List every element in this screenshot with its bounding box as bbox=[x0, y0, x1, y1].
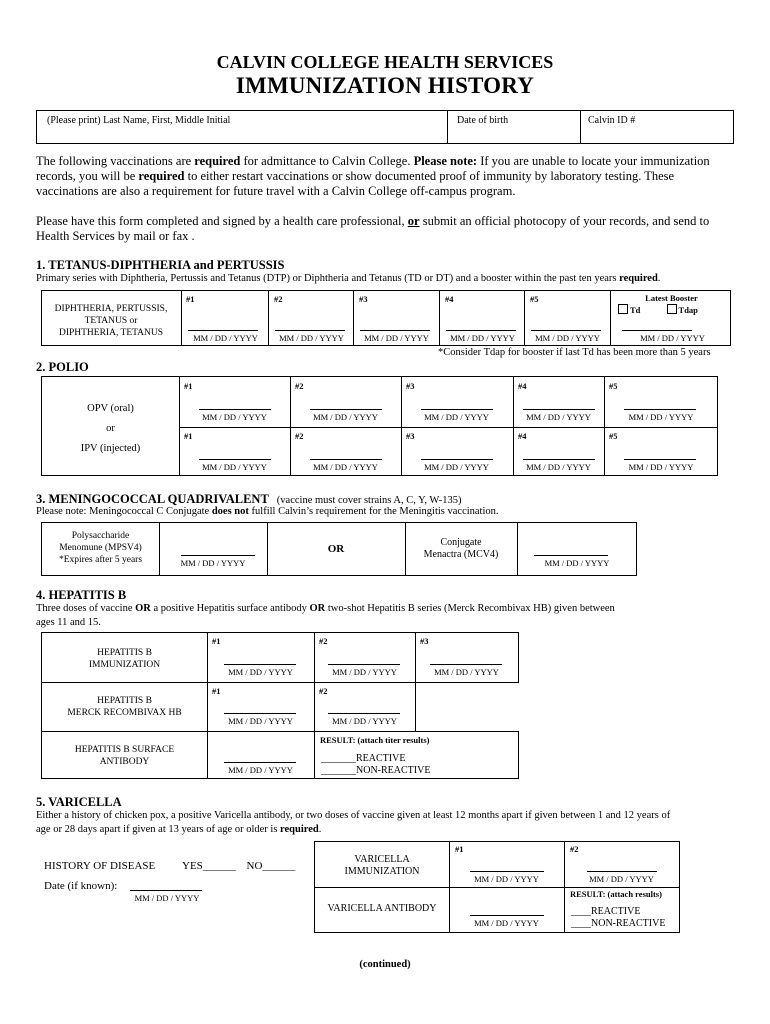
date-format-hint: MM / DD / YYYY bbox=[332, 716, 397, 726]
college-title: CALVIN COLLEGE HEALTH SERVICES bbox=[216, 52, 554, 72]
continued-label: (continued) bbox=[359, 959, 411, 970]
dose-number-label: #1 bbox=[212, 636, 221, 646]
hepb-antibody-row: HEPATITIS B SURFACE ANTIBODY MM / DD / YYYY RESULT: (attach titer results) _______REACTIVE _______NON-REACTIVE bbox=[41, 731, 519, 779]
dose-number-label: #3 bbox=[359, 294, 368, 304]
section-3-title: 3. MENINGOCOCCAL QUADRIVALENT (vaccine must cover strains A, C, Y, W-135) bbox=[36, 492, 462, 506]
dose-number-label: #3 bbox=[420, 636, 429, 646]
dob-field[interactable]: Date of birth bbox=[457, 115, 509, 126]
dose-number-label: #2 bbox=[319, 636, 328, 646]
hepb-date-3[interactable] bbox=[430, 664, 502, 665]
tdap-checkbox[interactable] bbox=[667, 304, 677, 314]
date-format-hint: MM / DD / YYYY bbox=[424, 462, 489, 472]
date-format-hint: MM / DD / YYYY bbox=[640, 333, 705, 343]
booster-date[interactable] bbox=[622, 330, 692, 331]
dose-number-label: #2 bbox=[295, 431, 304, 441]
hepb-date-2[interactable] bbox=[328, 664, 400, 665]
meningococcal-table: Polysaccharide Menomune (MPSV4) *Expires after 5 years MM / DD / YYYY OR Conjugate Menactra (MCV4) MM / DD / YYYY bbox=[41, 522, 637, 576]
dose-number-label: #2 bbox=[295, 381, 304, 391]
date-format-hint: MM / DD / YYYY bbox=[628, 462, 694, 472]
opv-date-3[interactable] bbox=[421, 409, 493, 410]
date-format-hint: MM / DD / YYYY bbox=[526, 462, 591, 472]
dose-number-label: #1 bbox=[212, 686, 221, 696]
form-title: IMMUNIZATION HISTORY bbox=[235, 73, 535, 98]
dose-number-label: #1 bbox=[455, 844, 464, 854]
varicella-antibody-date[interactable] bbox=[470, 915, 544, 916]
section-5-description: Either a history of chicken pox, a positive Varicella antibody, or two doses of vaccine given at least 12 months apart if given between 1 and 12 years of age or 28 days apart if given at 13 years of age or older is required. bbox=[36, 810, 671, 835]
opv-date-1[interactable] bbox=[199, 409, 271, 410]
section-3-note: Please note: Meningococcal C Conjugate does not fulfill Calvin’s requirement for the Meningitis vaccination. bbox=[36, 506, 499, 517]
dose-number-label: #3 bbox=[406, 381, 415, 391]
date-format-hint: MM / DD / YYYY bbox=[202, 412, 267, 422]
dose-number-label: #5 bbox=[530, 294, 539, 304]
disease-date[interactable] bbox=[130, 890, 202, 891]
ipv-date-1[interactable] bbox=[199, 459, 271, 460]
instructions-paragraph: Please have this form completed and signed by a health care professional, or submit an official photocopy of your records, and send to Health Services by mail or fax . bbox=[36, 214, 710, 243]
date-known-label: Date (if known): bbox=[44, 880, 118, 892]
date-format-hint: MM / DD / YYYY bbox=[228, 667, 293, 677]
date-format-hint: MM / DD / YYYY bbox=[228, 765, 293, 775]
date-format-hint: MM / DD / YYYY bbox=[134, 893, 200, 903]
dtp-date-5[interactable] bbox=[531, 330, 601, 331]
varicella-table: VARICELLA IMMUNIZATION #1 #2 MM / DD / YYYY MM / DD / YYYY VARICELLA ANTIBODY MM / DD / YYYY RESULT: (attach results) ____REACTIVE ____NON-REACTIVE bbox=[314, 841, 680, 933]
section-2-title: 2. POLIO bbox=[36, 360, 89, 374]
ipv-date-4[interactable] bbox=[523, 459, 595, 460]
dtp-date-2[interactable] bbox=[275, 330, 345, 331]
history-no[interactable]: NO______ bbox=[246, 860, 296, 872]
dtp-date-1[interactable] bbox=[188, 330, 258, 331]
ipv-date-5[interactable] bbox=[624, 459, 696, 460]
calvin-id-field[interactable]: Calvin ID # bbox=[588, 115, 636, 126]
date-format-hint: MM / DD / YYYY bbox=[180, 558, 246, 568]
date-format-hint: MM / DD / YYYY bbox=[228, 716, 293, 726]
date-format-hint: MM / DD / YYYY bbox=[628, 412, 694, 422]
date-format-hint: MM / DD / YYYY bbox=[589, 874, 654, 884]
hepb-merck-row: HEPATITIS B MERCK RECOMBIVAX HB #1 #2 MM / DD / YYYY MM / DD / YYYY bbox=[41, 682, 416, 732]
date-format-hint: MM / DD / YYYY bbox=[474, 874, 539, 884]
student-id-row bbox=[36, 110, 734, 144]
polio-table: OPV (oral) or IPV (injected) #1 #2 #3 #4 #5 MM / DD / YYYY MM / DD / YYYY MM / DD / YYYY MM / DD / YYYY MM / DD / YYYY #1 #2 #3 #4 #5 MM / DD / YYYY MM / DD / YYYY MM / DD / YYYY MM / DD / YYYY MM / DD / YYYY bbox=[41, 376, 718, 476]
mpsv4-date[interactable] bbox=[181, 555, 255, 556]
td-checkbox[interactable] bbox=[618, 304, 628, 314]
date-format-hint: MM / DD / YYYY bbox=[544, 558, 610, 568]
date-format-hint: MM / DD / YYYY bbox=[313, 462, 378, 472]
date-format-hint: MM / DD / YYYY bbox=[313, 412, 378, 422]
intro-paragraph: The following vaccinations are required for admittance to Calvin College. Please note: If you are unable to locate your immunization records, you will be required to either restart vaccinations or show documented proof of immunity by laboratory testing. These vaccinations are also a requirement for future travel with a Calvin College off-campus program. bbox=[36, 154, 710, 198]
section-1-title: 1. TETANUS-DIPHTHERIA and PERTUSSIS bbox=[36, 258, 285, 272]
hepb-immunization-row: HEPATITIS B IMMUNIZATION #1 #2 #3 MM / DD / YYYY MM / DD / YYYY MM / DD / YYYY bbox=[41, 632, 519, 683]
hepb-nonreactive-option[interactable]: _______NON-REACTIVE bbox=[321, 765, 431, 776]
mcv4-date[interactable] bbox=[534, 555, 608, 556]
section-4-description: Three doses of vaccine OR a positive Hepatitis surface antibody OR two-shot Hepatitis B series (Merck Recombivax HB) given between ages 11 and 15. bbox=[36, 603, 615, 628]
date-format-hint: MM / DD / YYYY bbox=[202, 462, 267, 472]
opv-date-2[interactable] bbox=[310, 409, 382, 410]
dtp-date-3[interactable] bbox=[360, 330, 430, 331]
hepb-antibody-date[interactable] bbox=[224, 762, 296, 763]
tetanus-table: DIPHTHERIA, PERTUSSIS, TETANUS or DIPHTHERIA, TETANUS #1 #2 #3 #4 #5 Latest Booster Td Tdap MM / DD / YYYY MM / DD / YYYY MM / DD / YYYY MM / DD / YYYY MM / DD / YYYY MM / DD / YYYY bbox=[41, 290, 731, 346]
varicella-date-2[interactable] bbox=[587, 871, 657, 872]
ipv-date-3[interactable] bbox=[421, 459, 493, 460]
section-4-title: 4. HEPATITIS B bbox=[36, 588, 127, 602]
varicella-date-1[interactable] bbox=[470, 871, 544, 872]
ipv-date-2[interactable] bbox=[310, 459, 382, 460]
dose-number-label: #2 bbox=[570, 844, 579, 854]
dose-number-label: #2 bbox=[319, 686, 328, 696]
varicella-nonreactive-option[interactable]: ____NON-REACTIVE bbox=[571, 918, 666, 929]
date-format-hint: MM / DD / YYYY bbox=[526, 412, 591, 422]
date-format-hint: MM / DD / YYYY bbox=[474, 918, 539, 928]
dose-number-label: #1 bbox=[186, 294, 195, 304]
history-yes[interactable]: YES______ bbox=[182, 860, 236, 872]
dose-number-label: #4 bbox=[445, 294, 454, 304]
date-format-hint: MM / DD / YYYY bbox=[434, 667, 499, 677]
tdap-note: *Consider Tdap for booster if last Td has been more than 5 years bbox=[438, 347, 711, 358]
hepb-reactive-option[interactable]: _______REACTIVE bbox=[321, 753, 406, 764]
dose-number-label: #1 bbox=[184, 431, 193, 441]
dose-number-label: #3 bbox=[406, 431, 415, 441]
merck-date-1[interactable] bbox=[224, 713, 296, 714]
hepb-date-1[interactable] bbox=[224, 664, 296, 665]
name-field[interactable]: (Please print) Last Name, First, Middle Initial bbox=[47, 115, 231, 126]
section-1-description: Primary series with Diphtheria, Pertussis and Tetanus (DTP) or Diphtheria and Tetanus (TD or DT) and a booster within the past ten years required. bbox=[36, 273, 661, 284]
opv-date-5[interactable] bbox=[624, 409, 696, 410]
varicella-reactive-option[interactable]: ____REACTIVE bbox=[571, 906, 641, 917]
history-of-disease: HISTORY OF DISEASE YES______ NO______ bbox=[44, 860, 296, 872]
date-format-hint: MM / DD / YYYY bbox=[450, 333, 515, 343]
date-format-hint: MM / DD / YYYY bbox=[332, 667, 397, 677]
dose-number-label: #4 bbox=[518, 431, 527, 441]
date-format-hint: MM / DD / YYYY bbox=[535, 333, 600, 343]
date-format-hint: MM / DD / YYYY bbox=[424, 412, 489, 422]
dtp-date-4[interactable] bbox=[446, 330, 516, 331]
dose-number-label: #2 bbox=[274, 294, 283, 304]
section-5-title: 5. VARICELLA bbox=[36, 795, 122, 809]
opv-date-4[interactable] bbox=[523, 409, 595, 410]
date-format-hint: MM / DD / YYYY bbox=[364, 333, 429, 343]
dose-number-label: #1 bbox=[184, 381, 193, 391]
dose-number-label: #4 bbox=[518, 381, 527, 391]
dose-number-label: #5 bbox=[609, 431, 618, 441]
date-format-hint: MM / DD / YYYY bbox=[279, 333, 344, 343]
date-format-hint: MM / DD / YYYY bbox=[193, 333, 258, 343]
dose-number-label: #5 bbox=[609, 381, 618, 391]
merck-date-2[interactable] bbox=[328, 713, 400, 714]
